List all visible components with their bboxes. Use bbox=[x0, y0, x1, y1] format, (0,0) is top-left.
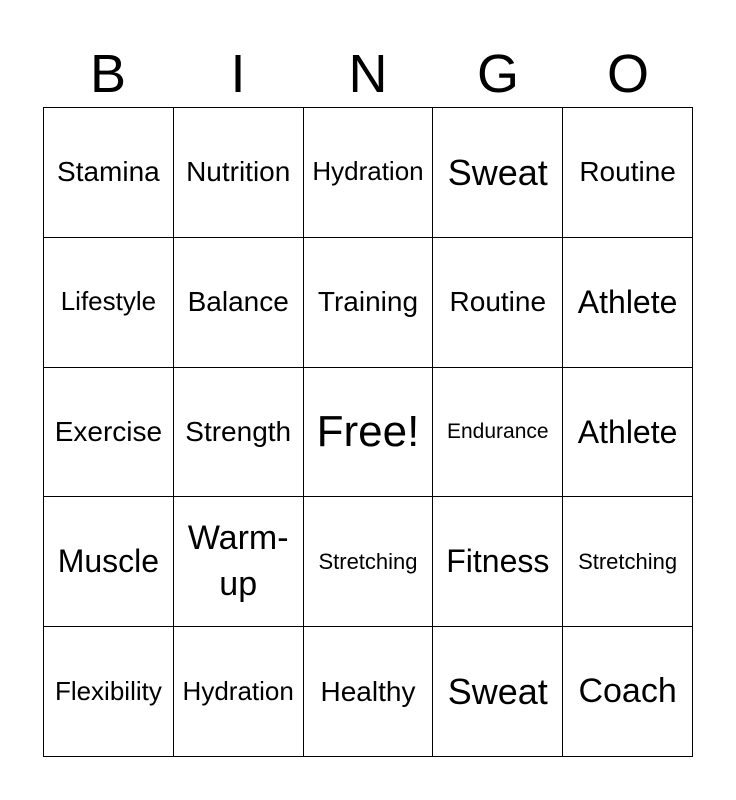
header-letter-n: N bbox=[348, 44, 388, 104]
cell-label: Athlete bbox=[577, 283, 678, 320]
bingo-cell[interactable] bbox=[563, 497, 693, 627]
free-space-label: Free! bbox=[316, 406, 420, 456]
bingo-cell[interactable] bbox=[433, 497, 563, 627]
bingo-cell[interactable] bbox=[433, 627, 563, 757]
bingo-cell[interactable] bbox=[174, 108, 304, 238]
cell-label: Routine bbox=[449, 286, 547, 318]
cell-label: Strength bbox=[185, 415, 292, 447]
free-space-cell[interactable] bbox=[304, 368, 434, 498]
bingo-header bbox=[43, 40, 693, 108]
cell-label: Coach bbox=[578, 672, 677, 711]
cell-label: Sweat bbox=[447, 670, 548, 712]
cell-label: Hydration bbox=[312, 156, 424, 187]
bingo-cell[interactable] bbox=[44, 108, 174, 238]
bingo-cell[interactable] bbox=[304, 497, 434, 627]
bingo-cell[interactable] bbox=[174, 627, 304, 757]
bingo-cell[interactable] bbox=[433, 368, 563, 498]
header-letter-i: I bbox=[230, 44, 246, 104]
cell-label: Hydration bbox=[182, 675, 294, 706]
bingo-cell[interactable] bbox=[433, 108, 563, 238]
bingo-cell[interactable] bbox=[174, 238, 304, 368]
cell-label: Training bbox=[317, 286, 419, 318]
cell-label: Stretching bbox=[318, 549, 418, 575]
cell-label: Balance bbox=[187, 286, 289, 318]
cell-label: Exercise bbox=[54, 415, 163, 447]
bingo-cell[interactable] bbox=[304, 238, 434, 368]
bingo-cell[interactable] bbox=[304, 108, 434, 238]
cell-label: Muscle bbox=[57, 543, 160, 580]
bingo-cell[interactable] bbox=[563, 238, 693, 368]
bingo-cell[interactable] bbox=[563, 368, 693, 498]
bingo-cell[interactable] bbox=[44, 368, 174, 498]
cell-label: Warm-up bbox=[187, 518, 289, 603]
cell-label: Lifestyle bbox=[60, 286, 157, 317]
header-letter-o: O bbox=[606, 44, 649, 104]
cell-label: Endurance bbox=[447, 419, 549, 443]
bingo-cell[interactable] bbox=[563, 627, 693, 757]
bingo-cell[interactable] bbox=[44, 238, 174, 368]
bingo-grid bbox=[43, 107, 693, 757]
cell-label: Sweat bbox=[447, 151, 548, 193]
bingo-cell[interactable] bbox=[44, 627, 174, 757]
bingo-cell[interactable] bbox=[563, 108, 693, 238]
cell-label: Fitness bbox=[446, 543, 550, 580]
cell-label: Healthy bbox=[320, 675, 416, 707]
bingo-cell[interactable] bbox=[44, 497, 174, 627]
header-letter-g: G bbox=[476, 44, 519, 104]
cell-label: Nutrition bbox=[186, 156, 291, 188]
cell-label: Routine bbox=[579, 156, 676, 188]
bingo-cell[interactable] bbox=[174, 368, 304, 498]
bingo-cell[interactable] bbox=[174, 497, 304, 627]
cell-label: Athlete bbox=[577, 413, 678, 450]
header-letter-b: B bbox=[89, 44, 127, 104]
cell-label: Stretching bbox=[578, 549, 678, 575]
cell-label: Stamina bbox=[57, 156, 160, 188]
bingo-cell[interactable] bbox=[304, 627, 434, 757]
cell-label: Flexibility bbox=[54, 675, 162, 706]
bingo-cell[interactable] bbox=[433, 238, 563, 368]
